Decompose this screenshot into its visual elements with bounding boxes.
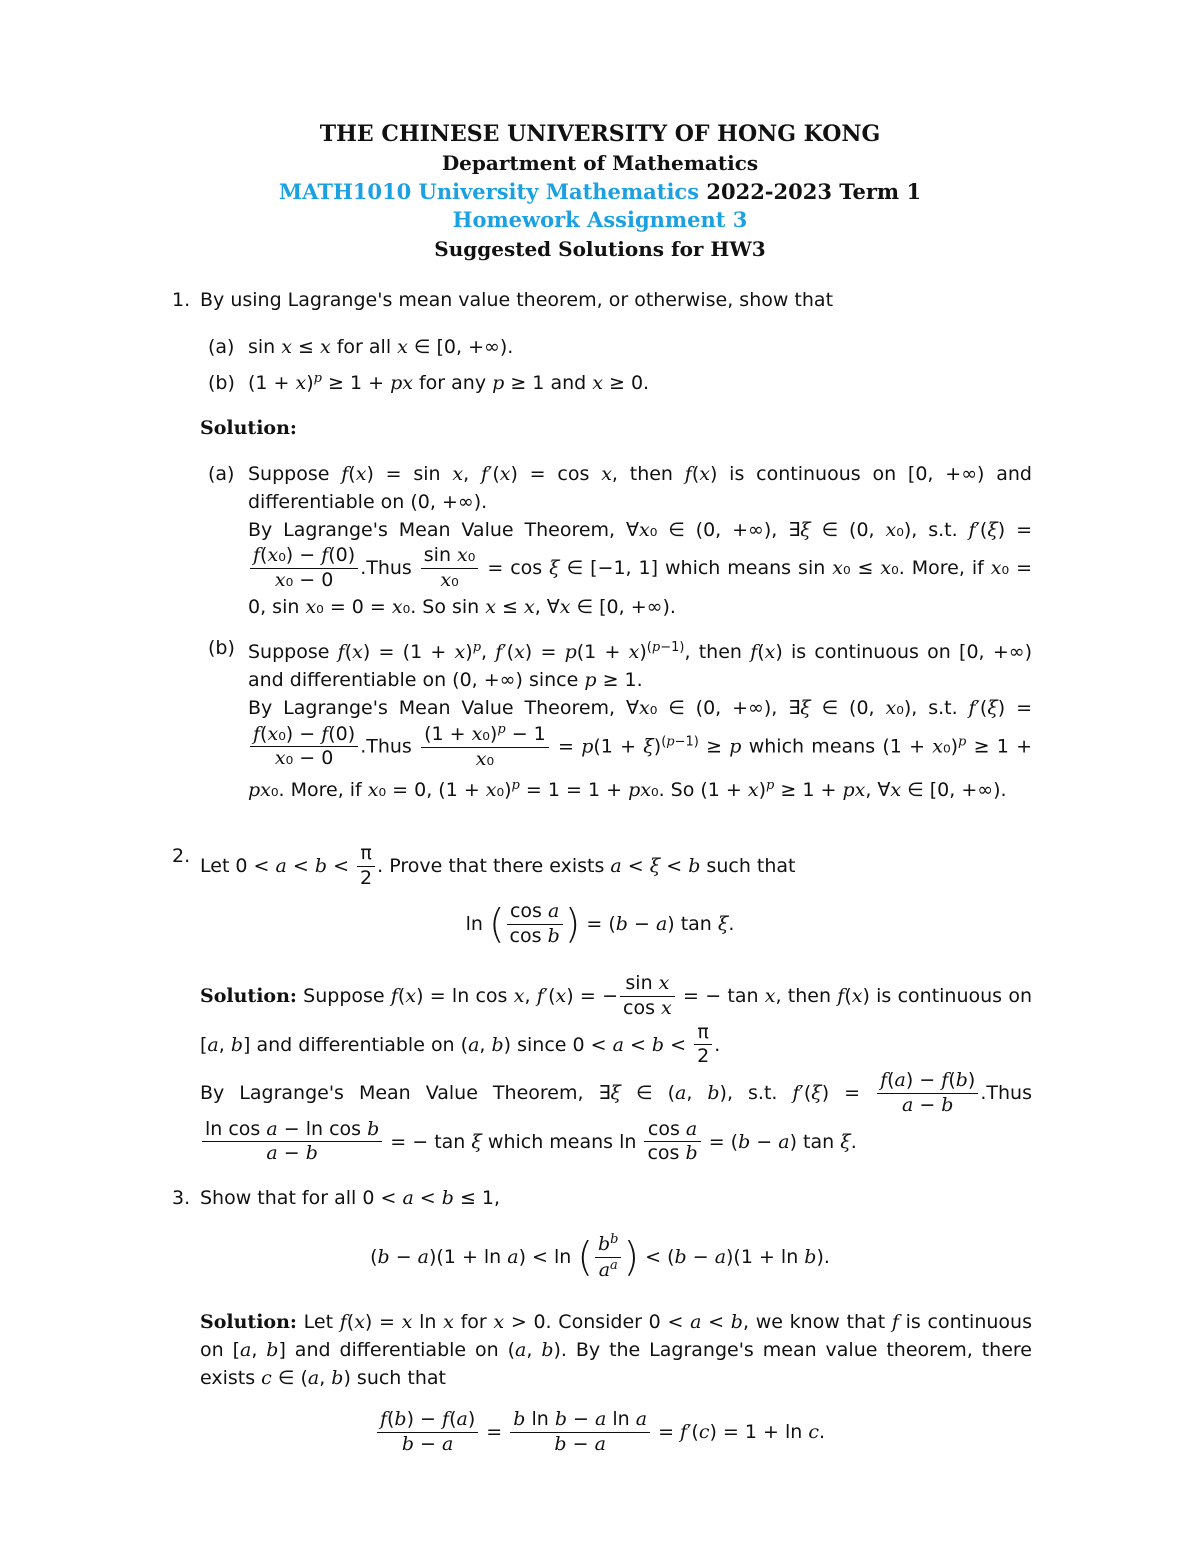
solution-label: Solution: xyxy=(200,417,297,439)
solution-label: Solution: xyxy=(200,1311,297,1333)
part-text: sin x ≤ x for all x ∈ [0, +∞). xyxy=(248,336,514,358)
question-prompt: Show that for all 0 < a < b ≤ 1, xyxy=(200,1187,501,1209)
course-code-title: MATH1010 University Mathematics xyxy=(278,179,700,204)
term: 2022-2023 Term 1 xyxy=(706,179,922,204)
assignment-title: Homework Assignment 3 xyxy=(452,207,748,232)
part-label: (a) xyxy=(208,463,235,485)
solution-text: Solution: Suppose f(x) = ln cos x, f′(x) = − $\frac{\text{sin x}}{\text{cos x}}$ = − tan x, then f(x) is continuous on [a, b] and differentiable on (a, b) since 0 < a < b < $\frac{\pi}{2}$ . By Lagrange's Mean Value Theorem, ∃ξ ∈ (a, b), s.t. f′(ξ) = $\frac{f(a) - f(b)}{a - b}$ .Thus $\frac{\text{ln cos a − ln cos b}}{a - b}$ = − tan ξ which means ln $\frac{\text{cos a}}{\text{cos b}}$ = (b − a) tan ξ. xyxy=(200,972,1032,1165)
q2-equation: ln ( $\frac{\text{cos a}}{\text{cos b}}$ ) = (b − a) tan ξ. xyxy=(465,900,735,948)
question-prompt: Let 0 < a < b < $\frac{\pi}{2}$ . Prove that there exists a < ξ < b such that xyxy=(200,842,796,889)
university-title: THE CHINESE UNIVERSITY OF HONG KONG xyxy=(319,121,881,147)
q3-mvt-equation: $\frac{f(b) - f(a)}{b - a}$ = $\frac{\text{b ln b − a ln a}}{b - a}$ = f′(c) = 1 + ln c. xyxy=(0,1408,1200,1457)
question-prompt: By using Lagrange's mean value theorem, or otherwise, show that xyxy=(200,289,834,311)
solution-label: Solution: xyxy=(200,984,297,1007)
department-name: Department of Mathematics xyxy=(441,151,759,175)
part-text: $(1 + x)^p \ge 1$ + px for any p ≥ 1 and x ≥ 0. xyxy=(248,371,650,394)
part-label: (b) xyxy=(208,372,235,394)
part-label: (b) xyxy=(208,637,235,659)
part-label: (a) xyxy=(208,336,235,358)
question-number: 1. xyxy=(172,289,191,311)
solution-text: Suppose f(x) = sin x, f′(x) = cos x, then f(x) is continuous on [0, +∞) and differentiable on (0, +∞). By Lagrange's Mean Value Theorem, ∀x₀ ∈ (0, +∞), ∃ξ ∈ (0, x₀), s.t. f′(ξ) = $\frac{\text{f(x₀) − f(0)}}{\text{x₀ − 0}}$ .Thus $\frac{\text{sin x₀}}{\text{x₀}}$ = cos ξ ∈ [−1, 1] which means sin x₀ ≤ x₀. More, if x₀ = 0, sin x₀ = 0 = x₀. So sin x ≤ x, ∀x ∈ [0, +∞). xyxy=(248,463,1033,618)
solution-text: Solution: Let f(x) = x ln x for x > 0. Consider 0 < a < b, we know that f is continuous on [a, b] and differentiable on (a, b). By the Lagrange's mean value theorem, there exists c ∈ (a, b) such that xyxy=(200,1311,1032,1389)
course-line xyxy=(0,176,1200,208)
q3-equation: (b − a)(1 + ln a) < ln ( $\frac{b^b}{a^a}$ ) < (b − a)(1 + ln b). xyxy=(370,1232,830,1281)
question-number: 3. xyxy=(172,1187,191,1209)
question-number: 2. xyxy=(172,845,191,867)
solutions-subtitle: Suggested Solutions for HW3 xyxy=(434,237,766,261)
solution-text: Suppose $f(x) = (1 + x)^p$, $f'(x) = p(1 + x)^{(p-1)}$, then f(x) is continuous on [0, +∞) and differentiable on (0, +∞) since p ≥ 1. By Lagrange's Mean Value Theorem, ∀x₀ ∈ (0, +∞), ∃ξ ∈ (0, x₀), s.t. f′(ξ) = $\frac{\text{f(x₀) − f(0)}}{\text{x₀ − 0}}$ .Thus $\frac{(1 + x_0)^p - 1}{\text{x₀}}$ = $p(1 + \xi)^{(p-1)} \ge p$ which means $(1 + x_0)^p \ge 1 + px_0$. More, if x₀ = 0, $(1 + x_0)^p = 1 = 1 + px_0$. So $(1 + x)^p \ge 1$ + px, ∀x ∈ [0, +∞). xyxy=(248,640,1033,801)
